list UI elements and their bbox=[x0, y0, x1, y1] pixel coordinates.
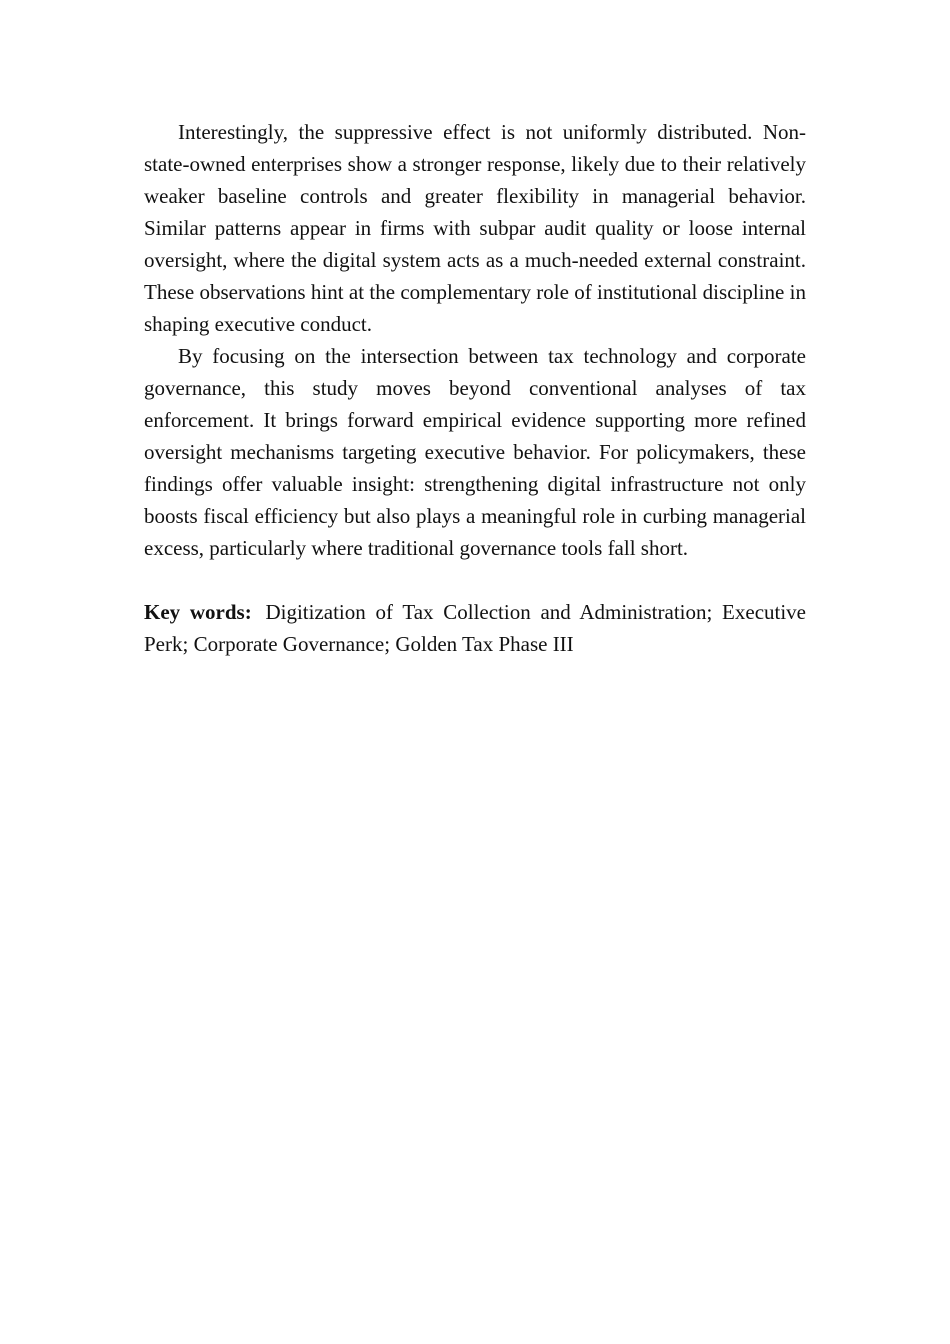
keywords-label: Key words: bbox=[144, 600, 252, 624]
document-page bbox=[144, 116, 806, 660]
keywords-line bbox=[144, 596, 806, 660]
body-paragraph-1: Interestingly, the suppressive effect is not uniformly distributed. Non-state-owned enterprises show a stronger response, likely due to their relatively weaker baseline controls and greater flexibility in managerial behavior. Similar patterns appear in firms with subpar audit quality or loose internal oversight, where the digital system acts as a much-needed external constraint. These observations hint at the complementary role of institutional discipline in shaping executive conduct. bbox=[144, 120, 806, 336]
keywords-text: Digitization of Tax Collection and Administration; Executive Perk; Corporate Governance; Golden Tax Phase III bbox=[144, 600, 806, 656]
body-paragraph-2: By focusing on the intersection between tax technology and corporate governance, this study moves beyond conventional analyses of tax enforcement. It brings forward empirical evidence supporting more refined oversight mechanisms targeting executive behavior. For policymakers, these findings offer valuable insight: strengthening digital infrastructure not only boosts fiscal efficiency but also plays a meaningful role in curbing managerial excess, particularly where traditional governance tools fall short. bbox=[144, 344, 806, 560]
